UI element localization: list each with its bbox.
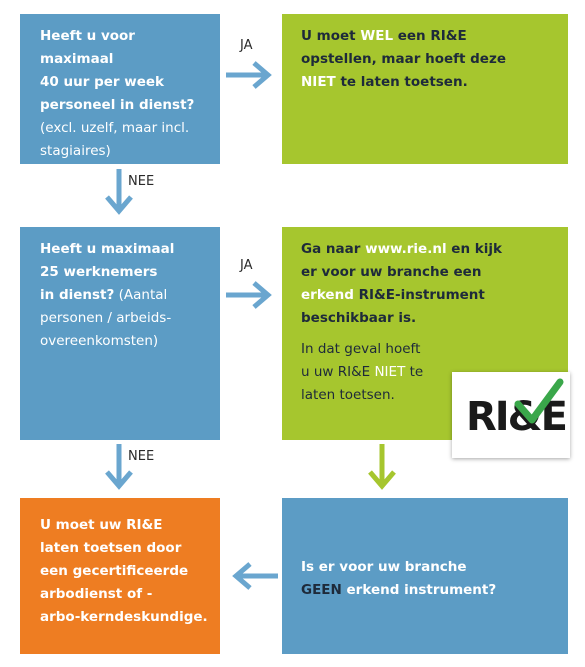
question-40-hours-box xyxy=(20,14,220,164)
question-25-employees-box xyxy=(20,227,220,440)
checkmark-icon xyxy=(514,378,564,428)
rie-logo-text: RI&E xyxy=(466,394,566,440)
box5-line: arbo-kerndeskundige. xyxy=(40,609,208,625)
box6-highlight-geen: GEEN xyxy=(301,582,342,598)
arrow-down-icon xyxy=(104,442,134,494)
box5-line: een gecertificeerde xyxy=(40,563,189,579)
label-nee-top: NEE xyxy=(128,174,155,189)
box2-text: opstellen, maar hoeft deze xyxy=(301,51,506,67)
box4-highlight-erkend: erkend xyxy=(301,287,354,303)
question-geen-instrument-box xyxy=(282,498,568,654)
arrow-down-icon xyxy=(367,442,397,494)
box2-text: U moet xyxy=(301,28,361,44)
answer-wel-opstellen-box xyxy=(282,14,568,164)
box5-line: arbodienst of - xyxy=(40,586,153,602)
box2-highlight-niet: NIET xyxy=(301,74,336,90)
label-ja-middle: JA xyxy=(240,258,253,273)
box2-highlight-wel: WEL xyxy=(360,28,394,44)
box6-line: erkend instrument? xyxy=(341,582,497,598)
rie-logo xyxy=(452,372,570,458)
box4-text: en kijk xyxy=(446,241,502,257)
box3-line: Heeft u maximaal xyxy=(40,241,175,257)
box5-line: U moet uw RI&E xyxy=(40,517,163,533)
box3-note: personen / arbeids- xyxy=(40,310,172,326)
box4-text: beschikbaar is. xyxy=(301,310,417,326)
box1-line: Heeft u voor maximaal xyxy=(40,28,135,67)
box4-highlight-niet: NIET xyxy=(374,364,406,380)
box2-text: een RI&E xyxy=(393,28,467,44)
label-ja-top: JA xyxy=(240,38,253,53)
box4-text: RI&E-instrument xyxy=(353,287,485,303)
result-laten-toetsen-box xyxy=(20,498,220,654)
box2-text: te laten toetsen. xyxy=(335,74,468,90)
box5-line: laten toetsen door xyxy=(40,540,182,556)
box3-note: (Aantal xyxy=(114,287,168,303)
box6-line: Is er voor uw branche xyxy=(301,559,467,575)
label-nee-middle: NEE xyxy=(128,449,155,464)
box3-line: in dienst? xyxy=(40,287,115,303)
box3-note: overeenkomsten) xyxy=(40,333,159,349)
arrow-right-icon xyxy=(224,280,276,310)
box4-link-rie: www.rie.nl xyxy=(365,241,447,257)
box3-line: 25 werknemers xyxy=(40,264,158,280)
box1-line: personeel in dienst? xyxy=(40,97,195,113)
box4-text: er voor uw branche een xyxy=(301,264,482,280)
box4-text: u uw RI&E xyxy=(301,364,375,380)
arrow-left-icon xyxy=(228,561,280,591)
box1-line: 40 uur per week xyxy=(40,74,165,90)
box1-note: (excl. uzelf, maar incl. xyxy=(40,120,190,136)
arrow-down-icon xyxy=(104,167,134,219)
box4-text: te xyxy=(405,364,424,380)
arrow-right-icon xyxy=(224,60,276,90)
box4-text: laten toetsen. xyxy=(301,387,395,403)
box4-text: Ga naar xyxy=(301,241,366,257)
box1-note: stagiaires) xyxy=(40,143,111,159)
box4-text: In dat geval hoeft xyxy=(301,341,421,357)
